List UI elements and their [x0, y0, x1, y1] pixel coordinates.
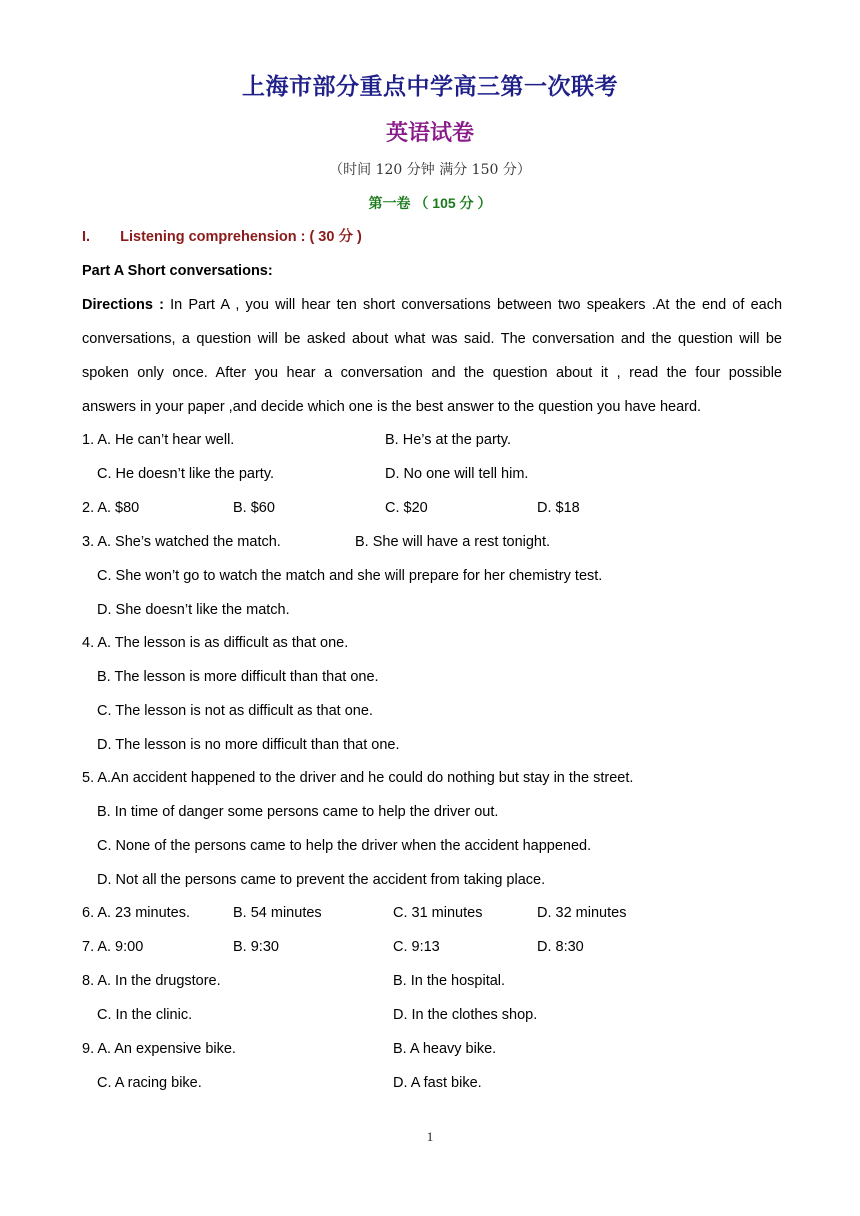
exam-meta: （时间 120 分钟 满分 150 分）	[329, 162, 531, 178]
q7-option-c: C. 9:13	[393, 939, 440, 955]
q5-option-a: 5. A.An accident happened to the driver and he could do nothing but stay in the street.	[82, 770, 634, 786]
page-number: 1	[426, 1129, 434, 1144]
section-heading	[82, 227, 362, 247]
q4-option-d: D. The lesson is no more difficult than that one.	[97, 737, 400, 753]
directions-line-3: spoken only once. After you hear a conversation and the question about it , read the four possible	[82, 365, 782, 381]
section-title: Listening comprehension : ( 30 分 )	[120, 229, 362, 245]
volume-heading: 第一卷 （ 105 分 ）	[368, 195, 492, 211]
q4-option-b: B. The lesson is more difficult than that one.	[97, 669, 379, 685]
q3-option-b: B. She will have a rest tonight.	[355, 534, 551, 550]
q9-option-d: D. A fast bike.	[393, 1075, 482, 1091]
q6-option-c: C. 31 minutes	[393, 905, 483, 921]
q6-option-d: D. 32 minutes	[537, 905, 627, 921]
part-a-heading: Part A Short conversations:	[82, 263, 273, 279]
q4-option-a: 4. A. The lesson is as difficult as that one.	[82, 635, 349, 651]
exam-title: 上海市部分重点中学高三第一次联考	[242, 73, 618, 100]
q3-option-c: C. She won’t go to watch the match and she will prepare for her chemistry test.	[97, 568, 603, 584]
q8-option-a: 8. A. In the drugstore.	[82, 973, 221, 989]
q3-option-d: D. She doesn’t like the match.	[97, 602, 290, 618]
q9-option-c: C. A racing bike.	[97, 1075, 202, 1091]
q1-option-a: 1. A. He can’t hear well.	[82, 432, 235, 448]
q4-option-c: C. The lesson is not as difficult as that one.	[97, 703, 373, 719]
q3-option-a: 3. A. She’s watched the match.	[82, 534, 281, 550]
q7-option-a: 7. A. 9:00	[82, 939, 144, 955]
directions-line-1	[82, 295, 782, 315]
q6-option-b: B. 54 minutes	[233, 905, 322, 921]
q7-option-b: B. 9:30	[233, 939, 279, 955]
directions-text-1: In Part A , you will hear ten short conversations between two speakers .At the end of each	[170, 297, 783, 313]
q2-option-a: 2. A. $80	[82, 500, 140, 516]
q9-option-b: B. A heavy bike.	[393, 1041, 497, 1057]
directions-line-2: conversations, a question will be asked about what was said. The conversation and the question will be	[82, 331, 782, 347]
exam-subtitle: 英语试卷	[385, 120, 474, 146]
q1-option-d: D. No one will tell him.	[385, 466, 529, 482]
q1-option-b: B. He’s at the party.	[385, 432, 511, 448]
directions-label: Directions :	[82, 297, 164, 313]
q6-option-a: 6. A. 23 minutes.	[82, 905, 191, 921]
q5-option-b: B. In time of danger some persons came to help the driver out.	[97, 804, 499, 820]
q2-option-d: D. $18	[537, 500, 580, 516]
q9-option-a: 9. A. An expensive bike.	[82, 1041, 236, 1057]
q2-option-b: B. $60	[233, 500, 275, 516]
q1-option-c: C. He doesn’t like the party.	[97, 466, 275, 482]
section-number: I.	[82, 229, 91, 245]
q5-option-c: C. None of the persons came to help the driver when the accident happened.	[97, 838, 592, 854]
q8-option-b: B. In the hospital.	[393, 973, 506, 989]
q2-option-c: C. $20	[385, 500, 428, 516]
q7-option-d: D. 8:30	[537, 939, 584, 955]
q5-option-d: D. Not all the persons came to prevent the accident from taking place.	[97, 872, 546, 888]
q8-option-d: D. In the clothes shop.	[393, 1007, 538, 1023]
q8-option-c: C. In the clinic.	[97, 1007, 193, 1023]
directions-line-4: answers in your paper ,and decide which one is the best answer to the question you have heard.	[82, 399, 702, 415]
